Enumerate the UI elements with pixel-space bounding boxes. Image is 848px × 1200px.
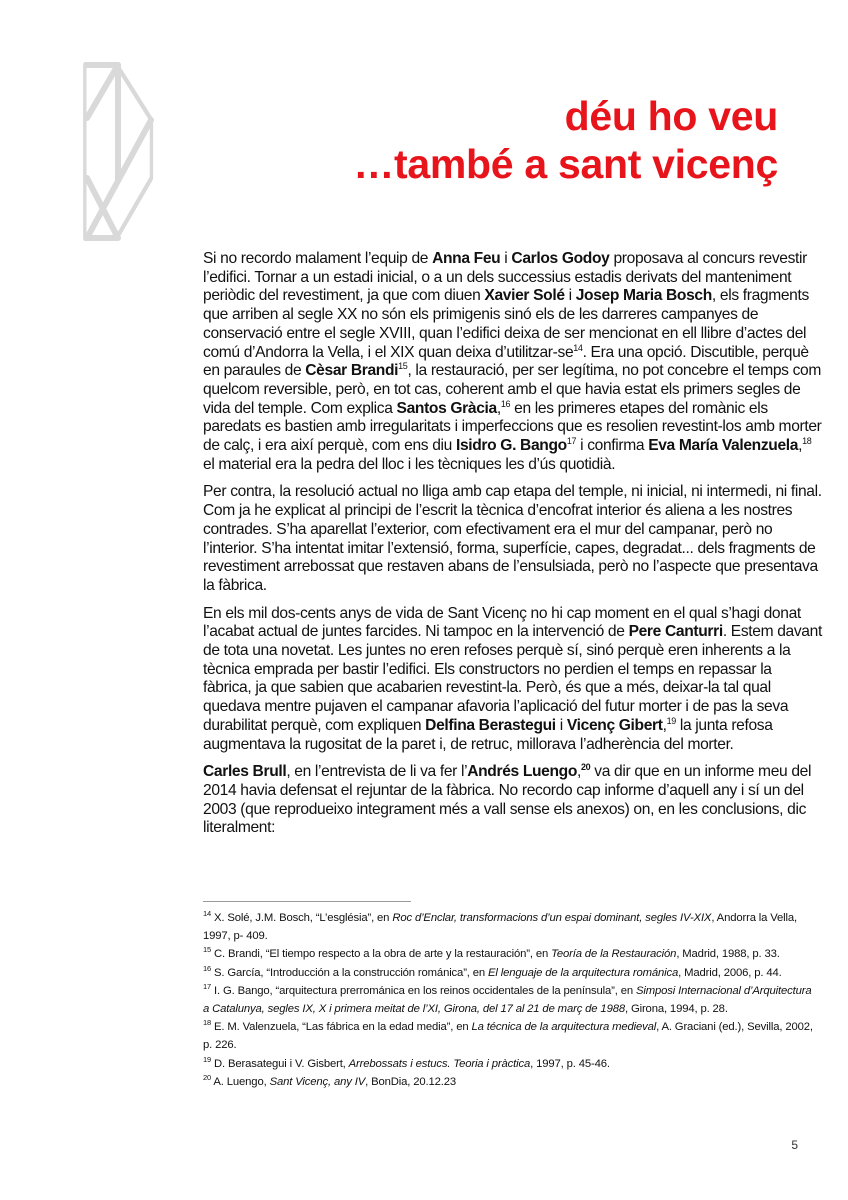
footnotes [203, 909, 813, 1091]
footnote-ref: 14 [203, 909, 212, 919]
text-run: En els mil dos-cents anys de vida de Sant Vicenç no hi cap moment en el qual s’hagi donat l’acabat actual de juntes farcides. Ni tampoc en la intervenció de [203, 604, 801, 641]
text-run: A. Luengo, [211, 1075, 270, 1088]
footnote-ref: 15 [203, 945, 212, 955]
footnote [203, 964, 813, 982]
bold-name: Carles Brull [203, 763, 287, 781]
footnote-ref: 17 [566, 435, 577, 446]
text-run: C. Brandi, “El tiempo respecto a la obra de arte y la restauración”, en [211, 948, 552, 961]
footnote-ref: 19 [666, 715, 676, 726]
text-run: I. G. Bango, “arquitectura prerrománica en los reinos occidentales de la península”, en [211, 984, 637, 997]
bold-name: Isidro G. Bango [455, 437, 567, 455]
bold-name: Andrés Luengo [467, 763, 578, 781]
footnote-ref: 16 [203, 963, 212, 973]
footnote-ref: 18 [802, 435, 812, 446]
bold-name: Santos Gràcia [396, 399, 497, 417]
footnote-ref: 20 [203, 1073, 212, 1083]
bold-name: Josep Maria Bosch [575, 287, 712, 305]
text-run: , BonDia, 20.12.23 [365, 1075, 456, 1088]
footnote [203, 982, 813, 1018]
text-run: i [500, 250, 512, 267]
text-run: , Girona, 1994, p. 28. [624, 1003, 728, 1016]
footnote-separator [203, 901, 411, 902]
bold-name: Anna Feu [432, 250, 501, 267]
page-title [353, 92, 778, 188]
footnote-ref: 19 [203, 1054, 212, 1064]
footnote-ref: 17 [203, 982, 212, 992]
paragraph [203, 483, 823, 595]
footnote-ref: 18 [203, 1018, 212, 1028]
bold-name: Cèsar Brandi [305, 362, 399, 380]
footnote [203, 1055, 813, 1073]
footnote [203, 945, 813, 963]
italic-title: Sant Vicenç, any IV [269, 1075, 366, 1088]
geometric-d-logo-icon [82, 60, 154, 246]
footnote [203, 909, 813, 945]
bold-name: Xavier Solé [484, 287, 565, 305]
text-run: el material era la pedra del lloc i les tècniques les d’ús quotidià. [203, 455, 616, 473]
italic-title: Roc d’Enclar, transformacions d’un espai dominant, segles IV-XIX [392, 912, 712, 924]
text-run: i [564, 287, 576, 305]
text-run: , Madrid, 1988, p. 33. [676, 948, 780, 961]
text-run: D. Berasategui i V. Gisbert, [211, 1057, 349, 1070]
text-run: E. M. Valenzuela, “Las fábrica en la edad media”, en [211, 1021, 472, 1034]
text-run: Si no recordo malament l’equip de [203, 250, 433, 267]
text-run: va dir que en un informe meu del 2014 havia defensat el rejuntar de la fàbrica. No recordo cap informe d’aquell any i sí un del 2003 (que reprodueixo integrament més a vall sense els anexos) on, en les conclusions, dic literalment: [203, 763, 812, 837]
text-run: X. Solé, J.M. Bosch, “L’església”, en [211, 912, 393, 924]
text-run: , 1997, p. 45-46. [530, 1057, 610, 1070]
italic-title: Teoría de la Restauración [551, 948, 677, 961]
text-run: , [798, 437, 803, 455]
text-run: , [662, 716, 667, 734]
bold-name: Eva María Valenzuela [648, 437, 799, 455]
text-run: . Era una opció. Discutible, perquè en paraules de [203, 343, 809, 380]
text-run: , els fragments que arriben al segle XX no són els primigenis sinó els de les darreres campanyes de conservació entre el segle XVIII, quan l’edifici deixa de ser mencionat en ell llibre d’actes del comú d’Andorra la Vella, i el XIX quan deixa d’utilitzar-se [203, 287, 809, 361]
text-run: Per contra, la resolució actual no lliga amb cap etapa del temple, ni inicial, ni intermedi, ni final. Com ja he explicat al principi de l’escrit la tècnica d’encofrat interior és aliena a les nostres contrades. S’ha aparellat l’exterior, com efectivament era el mur del campanar, però no l’interior. S’ha intentat imitar l’extensió, forma, superfície, capes, degradat... dels fragments de revestiment arrebossat que restaven abans de l’ensulsiada, però no l’aspecte que presentava la fàbrica. [203, 483, 822, 594]
bold-name: Delfina Berastegui [425, 716, 556, 734]
text-run: , A. Graciani (ed.), Sevilla, 2002, p. 226. [203, 1021, 813, 1052]
text-run: , Andorra la Vella, 1997, p- 409. [203, 912, 798, 943]
bold-name: Pere Canturri [628, 623, 723, 641]
text-run: i confirma [576, 437, 649, 455]
italic-title: El lenguaje de la arquitectura románica [488, 966, 679, 979]
footnote-ref: 15 [398, 361, 408, 372]
title-line-1: déu ho veu [564, 93, 778, 139]
paragraph [203, 763, 823, 838]
italic-title: Arrebossats i estucs. Teoria i pràctica [348, 1057, 531, 1070]
text-run: . Estem davant de tota una novetat. Les juntes no eren refoses perquè sí, sinó perquè eren inherents a la tècnica emprada per bastir l’edifici. Els constructors no perdien el temps en repassar la fàbrica, ja que sabien que acabarien revestint-la. Però, és que a més, deixar-la tal qual quedava mentre pujaven el campanar afavoria l’aplicació del futur morter i de pas la seva durabilitat perquè, com expliquen [203, 623, 822, 734]
text-run: , en l’entrevista de li va fer l’ [286, 763, 468, 781]
paragraph [203, 250, 823, 474]
italic-title: Simposi Internacional d’Arquitectura a Catalunya, segles IX, X i primera meitat de l’XI, Girona, del 17 al 21 de març de 1988 [203, 984, 812, 1016]
footnote-ref: 14 [573, 342, 583, 353]
bold-name: Carlos Godoy [511, 250, 610, 267]
footnote [203, 1018, 813, 1054]
paragraph [203, 605, 823, 755]
text-run: , [496, 399, 501, 417]
title-line-2: …també a sant vicenç [353, 141, 778, 187]
text-run: , la restauració, per ser legítima, no pot concebre el temps com quelcom reversible, però, en tot cas, coherent amb el que havia estat els primers segles de vida del temple. Com explica [203, 362, 822, 417]
bold-name: Vicenç Gibert [566, 716, 663, 734]
italic-title: La técnica de la arquitectura medieval [471, 1021, 657, 1034]
footnote-ref: 16 [500, 398, 511, 409]
text-run: , Madrid, 2006, p. 44. [678, 966, 782, 979]
text-run: en les primeres etapes del romànic els paredats es bastien amb irregularitats i imperfeccions que es resolien revestint-los amb morter de calç, i era així perquè, com ens diu [203, 399, 822, 455]
footnote [203, 1073, 813, 1091]
text-run: proposava al concurs revestir l’edifici. Tornar a un estadi inicial, o a un dels successius estadis derivats del manteniment periòdic del revestiment, ja que com diuen [203, 250, 807, 305]
page-number: 5 [791, 1138, 798, 1152]
footnote-ref: 20 [581, 762, 591, 773]
text-run: la junta refosa augmentava la rugositat de la paret i, de retruc, millorava l’adherència del morter. [203, 716, 773, 753]
text-run: i [555, 716, 567, 734]
text-run: S. García, “Introducción a la construcción románica”, en [211, 966, 489, 979]
text-run: , [577, 763, 582, 781]
body-text [203, 250, 823, 847]
